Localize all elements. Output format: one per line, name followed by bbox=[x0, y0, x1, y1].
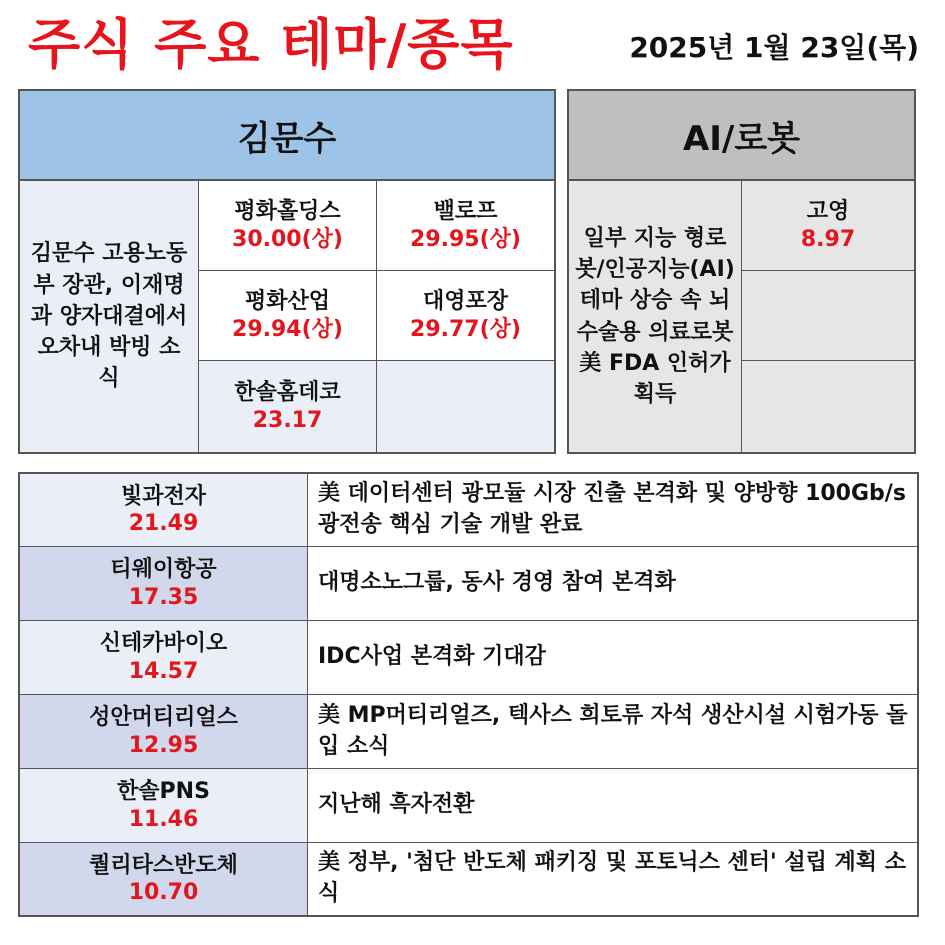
stock-name: 티웨이항공 bbox=[110, 557, 217, 582]
theme-description bbox=[18, 180, 199, 454]
theme-description-text: 일부 지능 형로봇/인공지능(AI) 테마 상승 속 뇌수술용 의료로봇 美 FDA 인허가 획득 bbox=[575, 225, 735, 407]
table-row-news bbox=[307, 842, 919, 917]
stock-name: 평화홀딩스 bbox=[234, 199, 341, 224]
stock-cell[interactable] bbox=[741, 180, 916, 271]
stock-change: 29.94(상) bbox=[232, 316, 343, 342]
stock-name: 고영 bbox=[806, 199, 850, 224]
news-text: 지난해 흑자전환 bbox=[318, 792, 475, 818]
theme-header bbox=[567, 89, 916, 181]
stock-name: 퀄리타스반도체 bbox=[89, 852, 238, 878]
news-text: 美 MP머티리얼즈, 텍사스 희토류 자석 생산시설 시험가동 돌입 소식 bbox=[318, 702, 908, 759]
stock-cell[interactable] bbox=[376, 180, 556, 271]
stock-change: 29.77(상) bbox=[410, 316, 521, 342]
theme-title: AI/로봇 bbox=[682, 118, 801, 159]
news-text: 美 데이터센터 광모듈 시장 진출 본격화 및 양방향 100Gb/s 광전송 핵심 기술 개발 완료 bbox=[318, 481, 906, 537]
table-row-news bbox=[307, 546, 919, 621]
table-row-stock[interactable] bbox=[18, 620, 308, 695]
stock-change: 10.70 bbox=[128, 880, 199, 905]
stock-change: 14.57 bbox=[128, 658, 199, 684]
stock-name: 성안머티리얼스 bbox=[89, 705, 238, 730]
stock-change: 29.95(상) bbox=[410, 226, 521, 252]
stock-change: 21.49 bbox=[128, 511, 199, 536]
table-row-stock[interactable] bbox=[18, 768, 308, 843]
stock-cell[interactable] bbox=[376, 270, 556, 361]
stock-change: 30.00(상) bbox=[232, 226, 343, 252]
stock-change: 12.95 bbox=[128, 732, 199, 758]
news-text: 美 정부, '첨단 반도체 패키징 및 포토닉스 센터' 설립 계획 소식 bbox=[318, 850, 906, 906]
stock-change: 17.35 bbox=[128, 584, 199, 610]
table-row-stock[interactable] bbox=[18, 546, 308, 621]
table-row-news bbox=[307, 768, 919, 843]
theme-header bbox=[18, 89, 556, 181]
page-title: 주식 주요 테마/종목 bbox=[28, 13, 514, 76]
news-text: IDC사업 본격화 기대감 bbox=[318, 644, 546, 670]
theme-description bbox=[567, 180, 742, 454]
table-row-stock[interactable] bbox=[18, 842, 308, 917]
theme-title: 김문수 bbox=[237, 118, 337, 159]
empty-cell bbox=[741, 360, 916, 454]
stock-name: 밸로프 bbox=[433, 199, 498, 224]
stock-name: 한솔PNS bbox=[117, 779, 210, 804]
table-row-stock[interactable] bbox=[18, 472, 308, 547]
news-text: 대명소노그룹, 동사 경영 참여 본격화 bbox=[318, 570, 676, 596]
stock-change: 23.17 bbox=[252, 407, 323, 433]
table-row-news bbox=[307, 472, 919, 547]
stock-name: 신테카바이오 bbox=[99, 631, 228, 656]
stock-change: 11.46 bbox=[128, 806, 199, 832]
stock-name: 한솔홈데코 bbox=[234, 380, 341, 405]
stock-name: 대영포장 bbox=[422, 289, 508, 314]
theme-description-text: 김문수 고용노동부 장관, 이재명과 양자대결에서 오차내 박빙 소식 bbox=[30, 241, 188, 392]
stock-cell[interactable] bbox=[198, 180, 377, 271]
table-row-stock[interactable] bbox=[18, 694, 308, 769]
stock-cell[interactable] bbox=[198, 360, 377, 454]
empty-cell bbox=[376, 360, 556, 454]
empty-cell bbox=[741, 270, 916, 361]
stock-change: 8.97 bbox=[800, 226, 856, 252]
stock-name: 빛과전자 bbox=[120, 483, 206, 509]
table-row-news bbox=[307, 694, 919, 769]
table-row-news bbox=[307, 620, 919, 695]
stock-name: 평화산업 bbox=[244, 289, 330, 314]
page-date: 2025년 1월 23일(목) bbox=[629, 31, 919, 64]
stock-cell[interactable] bbox=[198, 270, 377, 361]
